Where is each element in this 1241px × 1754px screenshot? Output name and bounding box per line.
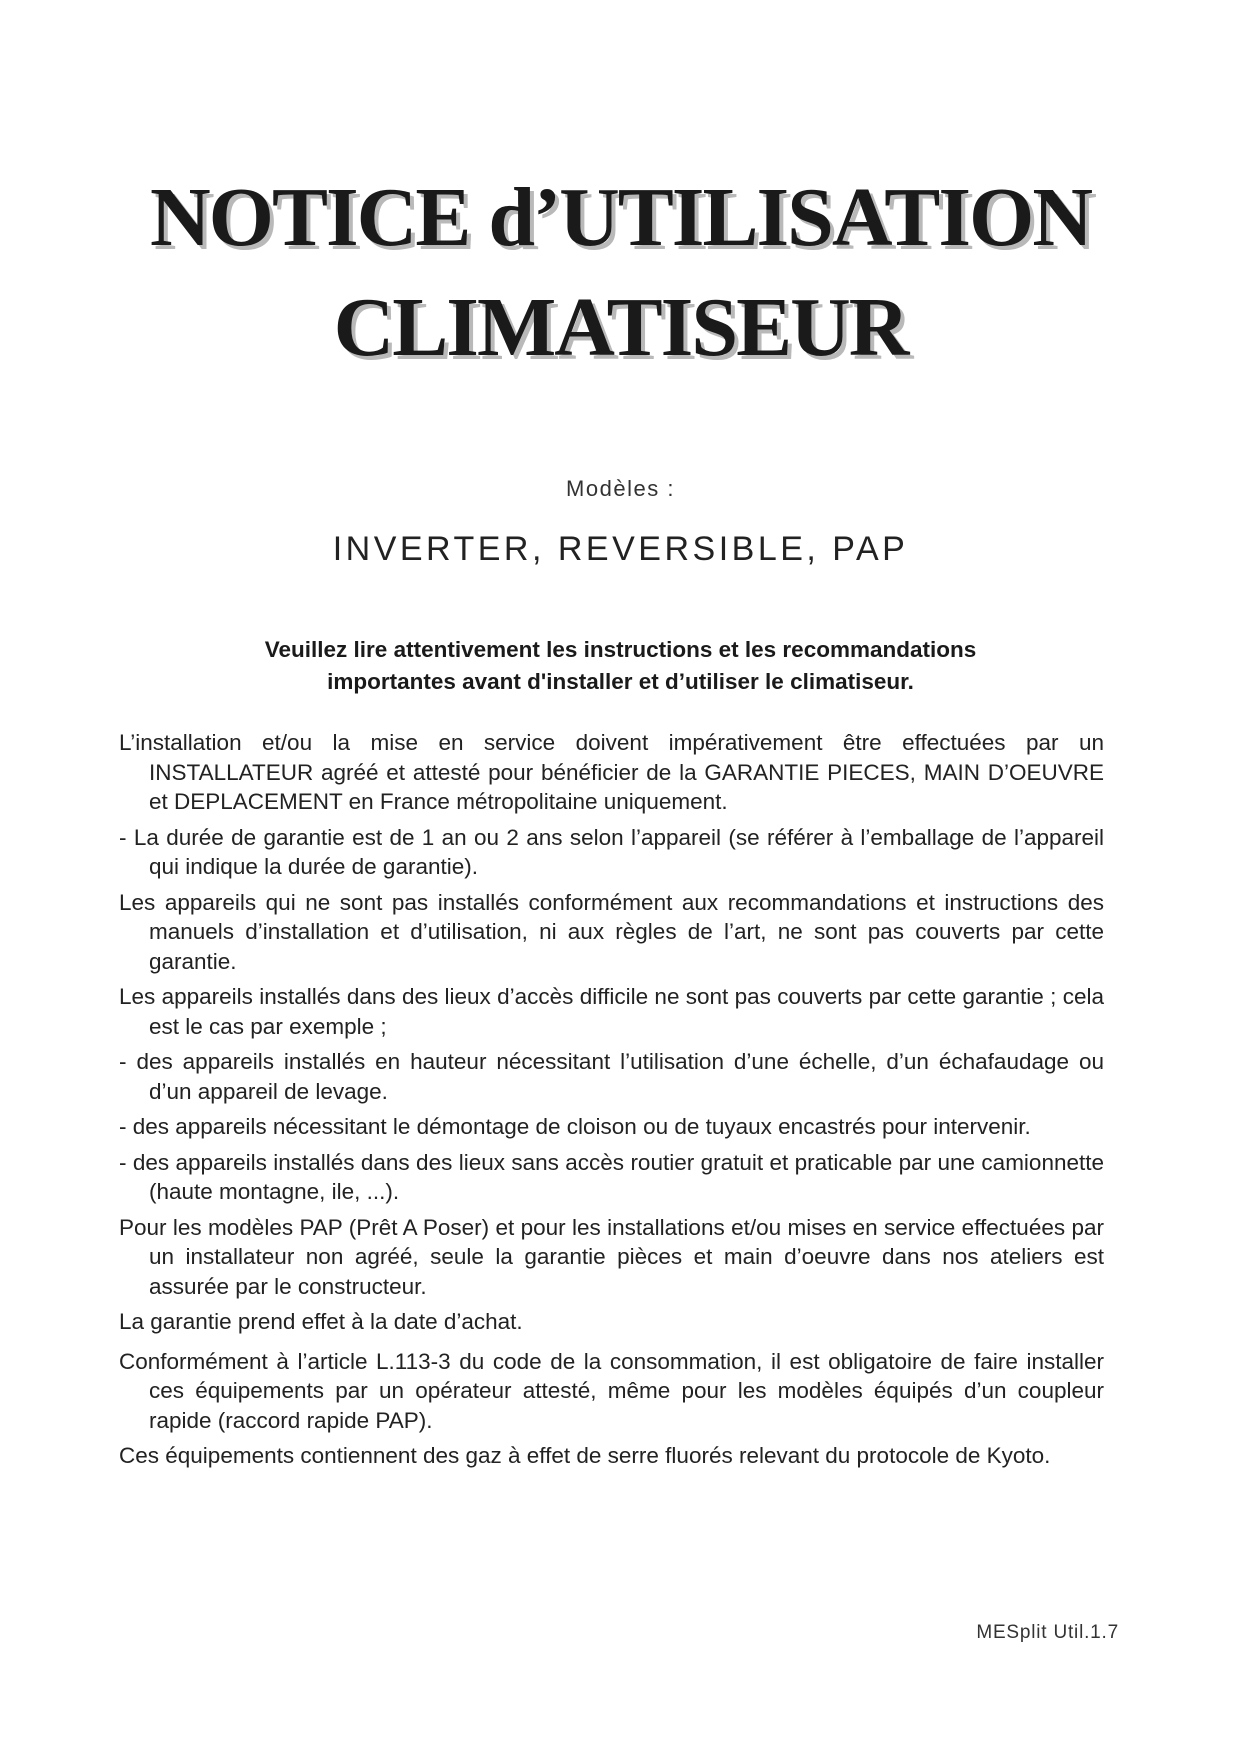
document-title-line-1: NOTICE d’UTILISATION xyxy=(149,171,1092,264)
paragraph-height-install: - des appareils installés en hauteur nécessitant l’utilisation d’une échelle, d’un échafaudage ou d’un appareil de levage. xyxy=(119,1049,1104,1104)
paragraph-installer-requirement: L’installation et/ou la mise en service doivent impérativement être effectuées par un INSTALLATEUR agréé et attesté pour bénéficier de la GARANTIE PIECES, MAIN D’OEUVRE et DEPLACEMENT en France métropolitaine uniquement. xyxy=(119,730,1104,814)
intro-warning-line-1: Veuillez lire attentivement les instructions et les recommandations xyxy=(264,637,977,662)
document-title-line-2: CLIMATISEUR xyxy=(333,281,908,374)
models-list: INVERTER, REVERSIBLE, PAP xyxy=(332,530,909,568)
intro-warning xyxy=(0,634,1241,698)
paragraph-consumer-code: Conformément à l’article L.113-3 du code de la consommation, il est obligatoire de faire installer ces équipements par un opérateur attesté, même pour les modèles équipés d’un coupleur rapide (raccord rapide PAP). xyxy=(119,1348,1104,1433)
paragraph-pap-models: Pour les modèles PAP (Prêt A Poser) et pour les installations et/ou mises en service effectuées par un installateur non agréé, seule la garantie pièces et main d’oeuvre dans nos ateliers est assurée par le constructeur. xyxy=(119,1214,1104,1299)
paragraph-no-road-access: - des appareils installés dans des lieux sans accès routier gratuit et praticable par une camionnette (haute montagne, ile, ...). xyxy=(119,1149,1104,1204)
paragraph-difficult-access: Les appareils installés dans des lieux d’accès difficile ne sont pas couverts par cette garantie ; cela est le cas par exemple ; xyxy=(119,984,1104,1039)
paragraph-partition-removal: - des appareils nécessitant le démontage de cloison ou de tuyaux encastrés pour intervenir. xyxy=(119,1114,1031,1139)
paragraph-warranty-duration: - La durée de garantie est de 1 an ou 2 ans selon l’appareil (se référer à l’emballage de l’appareil qui indique la durée de garantie). xyxy=(119,824,1104,879)
warranty-conditions xyxy=(119,728,1104,1477)
paragraph-non-compliant-install: Les appareils qui ne sont pas installés conformément aux recommandations et instructions des manuels d’installation et d’utilisation, ni aux règles de l’art, ne sont pas couverts par cette garantie. xyxy=(119,889,1104,974)
paragraph-warranty-start: La garantie prend effet à la date d’achat. xyxy=(119,1309,523,1334)
models-label: Modèles : xyxy=(566,476,675,501)
document-reference: MESplit Util.1.7 xyxy=(976,1622,1119,1643)
paragraph-fluorinated-gases: Ces équipements contiennent des gaz à effet de serre fluorés relevant du protocole de Kyoto. xyxy=(119,1443,1051,1468)
intro-warning-line-2: importantes avant d'installer et d’utiliser le climatiseur. xyxy=(327,669,914,694)
